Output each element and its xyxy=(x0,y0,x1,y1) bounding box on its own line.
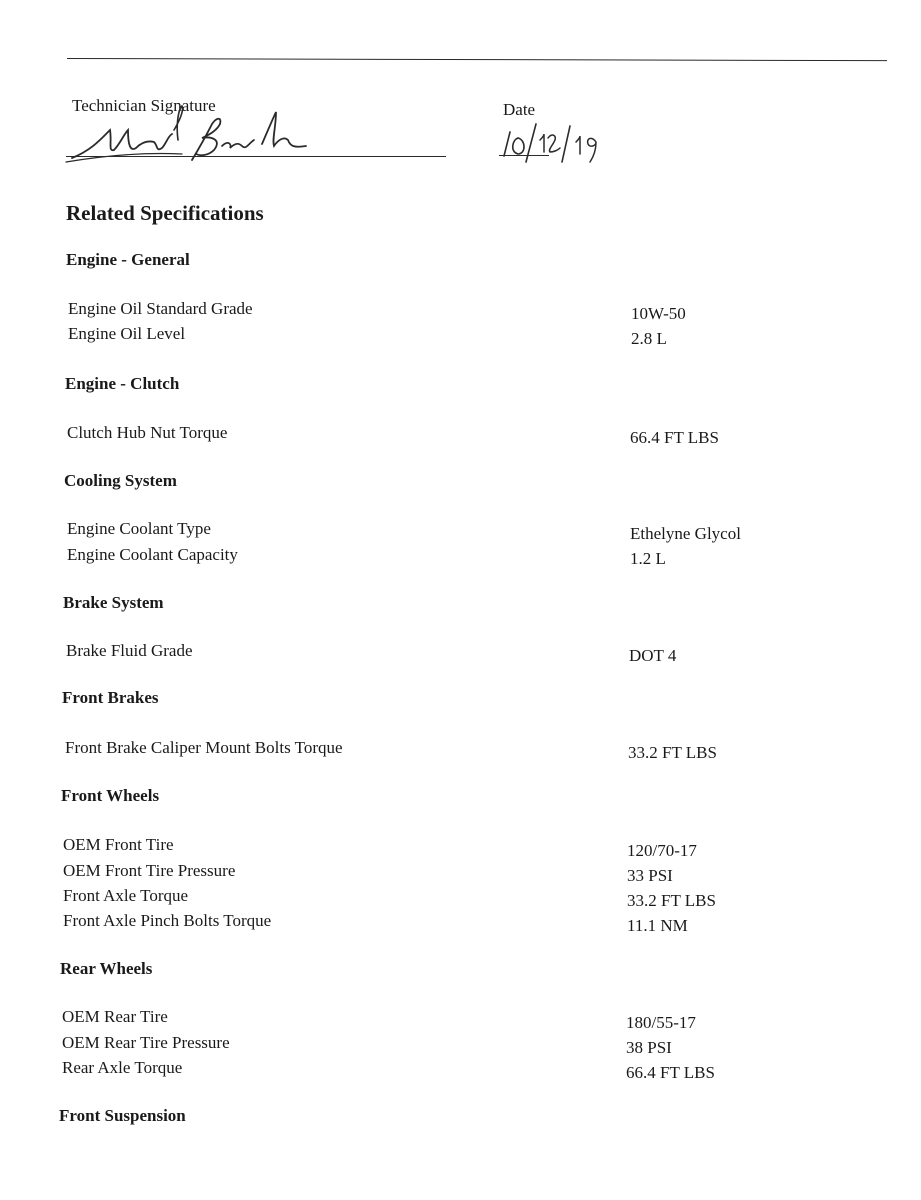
spec-value: Ethelyne Glycol xyxy=(630,524,741,543)
section-heading-cooling-system: Cooling System xyxy=(64,471,177,490)
spec-value: 33.2 FT LBS xyxy=(628,743,717,762)
top-divider-line xyxy=(67,58,887,61)
spec-label: Front Axle Pinch Bolts Torque xyxy=(63,911,272,930)
date-label: Date xyxy=(503,100,536,119)
spec-label: OEM Rear Tire xyxy=(62,1007,168,1026)
spec-label: Brake Fluid Grade xyxy=(66,641,193,660)
date-line xyxy=(499,155,549,156)
spec-label: Clutch Hub Nut Torque xyxy=(67,423,228,442)
spec-label: OEM Front Tire Pressure xyxy=(63,861,236,880)
spec-value: 2.8 L xyxy=(631,329,667,348)
spec-label: Front Brake Caliper Mount Bolts Torque xyxy=(65,738,343,757)
spec-value: 66.4 FT LBS xyxy=(626,1063,715,1082)
spec-value: 66.4 FT LBS xyxy=(630,428,719,447)
technician-signature xyxy=(62,100,312,170)
spec-value: 38 PSI xyxy=(626,1038,672,1057)
section-heading-rear-wheels: Rear Wheels xyxy=(60,959,153,978)
spec-label: Front Axle Torque xyxy=(63,886,189,905)
spec-value: 120/70-17 xyxy=(627,841,697,860)
spec-label: Rear Axle Torque xyxy=(62,1058,183,1077)
spec-value: 11.1 NM xyxy=(627,916,688,935)
spec-value: 10W-50 xyxy=(631,304,686,323)
technician-signature-label: Technician Signature xyxy=(72,96,216,115)
section-heading-front-brakes: Front Brakes xyxy=(62,688,159,707)
section-heading-front-wheels: Front Wheels xyxy=(61,786,160,805)
spec-value: 33 PSI xyxy=(627,866,673,885)
spec-label: Engine Oil Level xyxy=(68,324,186,343)
spec-label: Engine Coolant Type xyxy=(67,519,211,538)
section-heading-engine-general: Engine - General xyxy=(66,250,190,269)
spec-label: OEM Front Tire xyxy=(63,835,174,854)
page-title: Related Specifications xyxy=(66,201,264,225)
handwritten-date xyxy=(496,118,606,168)
signature-line xyxy=(66,156,446,157)
spec-value: 1.2 L xyxy=(630,549,666,568)
spec-value: 33.2 FT LBS xyxy=(627,891,716,910)
section-heading-engine-clutch: Engine - Clutch xyxy=(65,374,180,393)
spec-value: 180/55-17 xyxy=(626,1013,696,1032)
section-heading-brake-system: Brake System xyxy=(63,593,164,612)
spec-label: OEM Rear Tire Pressure xyxy=(62,1033,230,1052)
section-heading-front-suspension: Front Suspension xyxy=(59,1106,186,1125)
spec-label: Engine Coolant Capacity xyxy=(67,545,238,564)
spec-label: Engine Oil Standard Grade xyxy=(68,299,253,318)
spec-value: DOT 4 xyxy=(629,646,677,665)
